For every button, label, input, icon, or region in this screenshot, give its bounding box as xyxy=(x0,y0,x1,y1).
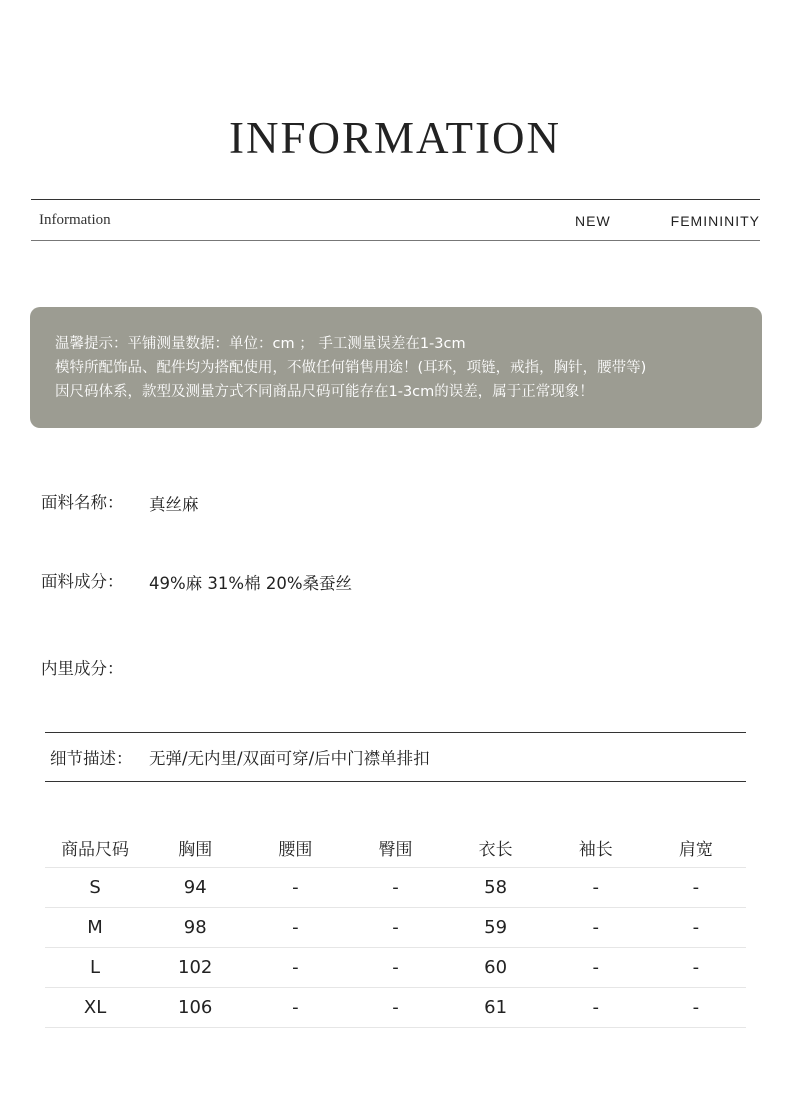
header-shoulder: 肩宽 xyxy=(646,827,746,868)
notice-box xyxy=(30,307,762,428)
notice-line: 模特所配饰品、配件均为搭配使用，不做任何销售用途！(耳环，项链，戒指，胸针，腰带等) xyxy=(55,360,647,376)
info-band xyxy=(31,199,760,241)
table-cell: 60 xyxy=(446,948,546,988)
table-cell: - xyxy=(345,908,445,948)
header-bust: 胸围 xyxy=(145,827,245,868)
table-cell: - xyxy=(546,868,646,908)
band-new-label: NEW xyxy=(575,213,611,229)
table-cell: - xyxy=(245,908,345,948)
table-cell: - xyxy=(245,988,345,1028)
table-cell: 59 xyxy=(446,908,546,948)
notice-line: 温馨提示：平铺测量数据：单位：cm ； 手工测量误差在1-3cm xyxy=(55,336,466,352)
table-cell: - xyxy=(646,948,746,988)
table-cell: 102 xyxy=(145,948,245,988)
details-label: 细节描述： xyxy=(50,749,133,768)
details-row xyxy=(45,732,746,782)
fabric-composition-row xyxy=(41,568,353,593)
table-row xyxy=(45,908,746,948)
band-information-label: Information xyxy=(39,212,111,228)
table-cell: - xyxy=(245,868,345,908)
table-cell: 94 xyxy=(145,868,245,908)
table-cell: - xyxy=(546,908,646,948)
table-row xyxy=(45,868,746,908)
header-hip: 臀围 xyxy=(345,827,445,868)
lining-label: 内里成分： xyxy=(41,659,124,678)
page-title: INFORMATION xyxy=(228,113,561,163)
table-cell: S xyxy=(45,868,145,908)
table-cell: 98 xyxy=(145,908,245,948)
table-cell: 61 xyxy=(446,988,546,1028)
table-cell: 58 xyxy=(446,868,546,908)
fabric-composition-value: 49%麻 31%棉 20%桑蚕丝 xyxy=(149,574,353,593)
table-cell: 106 xyxy=(145,988,245,1028)
table-cell: M xyxy=(45,908,145,948)
table-row xyxy=(45,988,746,1028)
header-sleeve: 袖长 xyxy=(546,827,646,868)
table-cell: L xyxy=(45,948,145,988)
fabric-composition-label: 面料成分： xyxy=(41,572,124,591)
header-waist: 腰围 xyxy=(245,827,345,868)
table-cell: - xyxy=(345,988,445,1028)
table-row xyxy=(45,948,746,988)
size-table-header-row xyxy=(45,827,746,868)
table-cell: - xyxy=(646,908,746,948)
table-cell: - xyxy=(345,948,445,988)
table-cell: - xyxy=(245,948,345,988)
fabric-name-label: 面料名称： xyxy=(41,493,124,512)
size-table xyxy=(45,827,746,1028)
table-cell: - xyxy=(546,988,646,1028)
header-size: 商品尺码 xyxy=(45,827,145,868)
table-cell: - xyxy=(546,948,646,988)
lining-row xyxy=(41,655,124,679)
fabric-name-value: 真丝麻 xyxy=(149,495,199,514)
notice-line: 因尺码体系，款型及测量方式不同商品尺码可能存在1-3cm的误差，属于正常现象！ xyxy=(55,384,594,400)
table-cell: - xyxy=(646,988,746,1028)
table-cell: XL xyxy=(45,988,145,1028)
band-femininity-label: FEMININITY xyxy=(670,213,760,229)
table-cell: - xyxy=(646,868,746,908)
details-value: 无弹/无内里/双面可穿/后中门襟单排扣 xyxy=(149,749,430,768)
header-length: 衣长 xyxy=(446,827,546,868)
table-cell: - xyxy=(345,868,445,908)
fabric-name-row xyxy=(41,489,199,514)
